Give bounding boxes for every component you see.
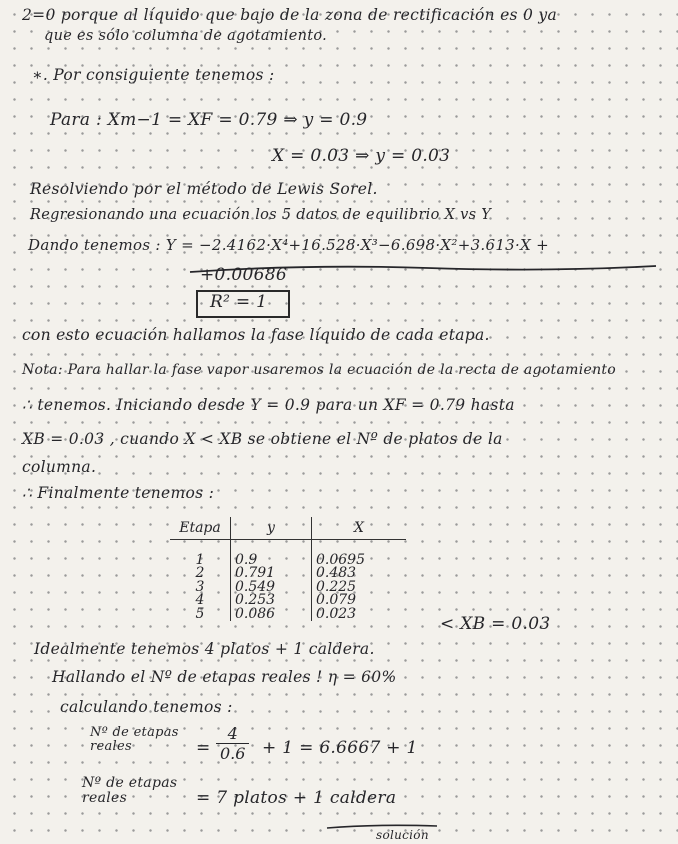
- text-line: columna.: [22, 458, 97, 476]
- column-header: X: [354, 520, 364, 536]
- text-line: Idealmente tenemos 4 platos + 1 caldera.: [34, 640, 375, 658]
- table-cell: 0.225: [316, 578, 357, 595]
- text-line: ∗. Por consiguiente tenemos :: [32, 66, 275, 84]
- table-cell: 2: [170, 567, 231, 581]
- equation-line: X = 0.03 ⇒ y = 0.03: [272, 146, 451, 166]
- text-line: Hallando el Nº de etapas reales ! η = 60%: [52, 668, 397, 686]
- note-line: Nota: Para hallar la fase vapor usaremos la ecuación de la recta de agotamiento: [22, 362, 617, 378]
- table-cell: 1: [170, 554, 231, 568]
- table-cell: 4: [170, 594, 231, 608]
- table-row: [170, 554, 406, 568]
- text-line: XB = 0.03 , cuando X < XB se obtiene el Nº de platos de la: [22, 430, 503, 448]
- equation-line: = 7 platos + 1 caldera: [196, 788, 397, 808]
- table-cell: 0.079: [316, 592, 357, 608]
- table-cell: 3: [170, 581, 231, 595]
- equation-sign: =: [196, 738, 211, 758]
- table-cell: 0.9: [231, 554, 312, 568]
- equation-label: [82, 776, 177, 806]
- table-cell: 0.023: [316, 605, 357, 622]
- table-row: [170, 567, 406, 581]
- table-row: [170, 594, 406, 608]
- text-line: ∴ Finalmente tenemos :: [22, 484, 215, 502]
- table-cell: 0.253: [231, 594, 312, 608]
- equation-line: < XB = 0.03: [440, 614, 551, 634]
- text-line: 2=0 porque al líquido que bajo de la zona de rectificación es 0 ya: [22, 6, 558, 24]
- table-cell: 0.0695: [316, 551, 365, 568]
- equation-label: [90, 726, 179, 754]
- label-part: reales: [82, 790, 128, 806]
- equation-line: + 1 = 6.6667 + 1: [262, 738, 418, 758]
- table-row: [170, 608, 406, 622]
- solution-label: solución: [376, 828, 429, 842]
- table-cell: 0.791: [231, 567, 312, 581]
- label-part: Nº de etapas: [90, 725, 179, 740]
- table-cell: 5: [170, 608, 231, 622]
- text-line: ∴ tenemos. Iniciando desde Y = 0.9 para un XF = 0.79 hasta: [22, 396, 515, 414]
- table-cell: 0.483: [316, 565, 357, 581]
- equation-line: Dando tenemos : Y = −2.4162·X⁴+16.528·X³−6.698·X²+3.613·X +: [28, 236, 550, 254]
- equation-line: +0.00686: [200, 265, 287, 285]
- label-part: reales: [90, 739, 132, 754]
- table-cell: 0.549: [231, 581, 312, 595]
- text-line: que es sólo columna de agotamiento.: [44, 28, 328, 44]
- fraction-numerator: 4: [216, 724, 249, 744]
- column-header: y: [231, 517, 312, 540]
- text-line: Regresionando una ecuación los 5 datos de equilibrio X vs Y: [30, 207, 492, 223]
- text-line: Resolviendo por el método de Lewis Sorel.: [30, 180, 378, 198]
- stages-table: [170, 517, 406, 621]
- r-squared: R² = 1: [210, 292, 268, 312]
- table-header-row: [170, 517, 406, 540]
- label-part: Nº de etapas: [82, 775, 178, 791]
- fraction: [216, 724, 249, 763]
- table-cell: 0.086: [231, 608, 312, 622]
- column-header: Etapa: [170, 517, 231, 540]
- text-line: con esto ecuación hallamos la fase líquido de cada etapa.: [22, 326, 490, 344]
- table-row: [170, 581, 406, 595]
- text-line: calculando tenemos :: [60, 698, 233, 716]
- equation-line: Para : Xm−1 = XF = 0.79 ⇒ y = 0.9: [50, 110, 368, 130]
- fraction-denominator: 0.6: [220, 744, 246, 763]
